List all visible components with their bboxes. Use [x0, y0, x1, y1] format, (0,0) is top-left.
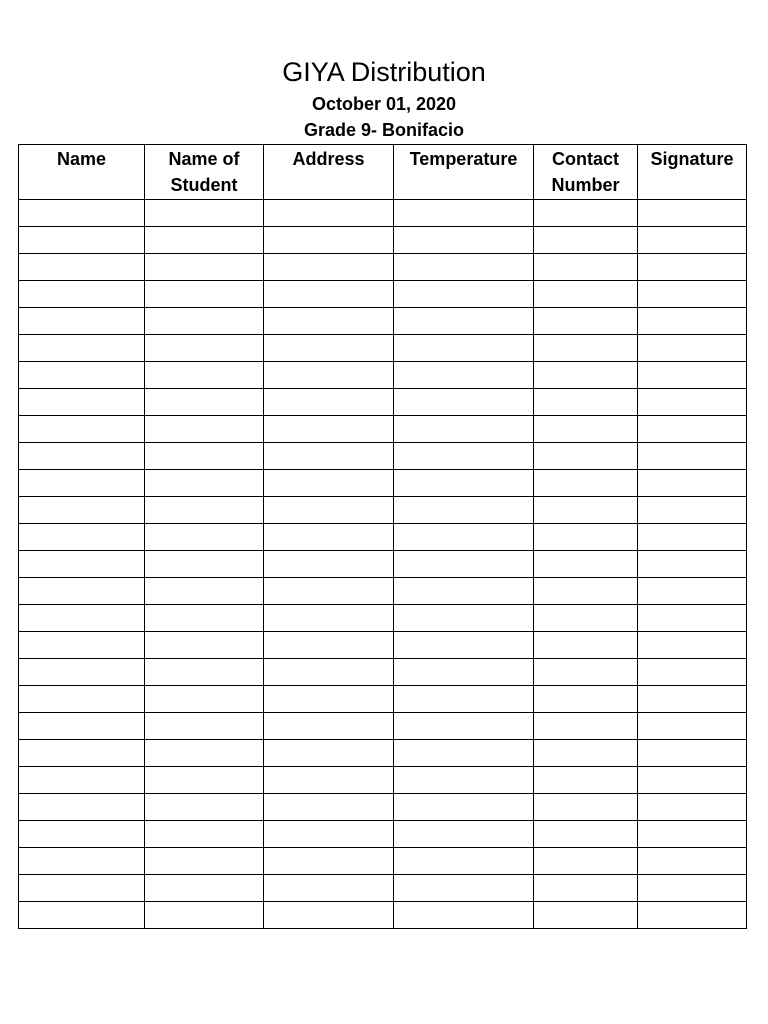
column-header-signature: Signature — [638, 145, 747, 200]
name-of-student-cell[interactable] — [145, 578, 264, 605]
contact-number-cell[interactable] — [534, 308, 638, 335]
temperature-cell[interactable] — [394, 605, 534, 632]
signature-cell[interactable] — [638, 551, 747, 578]
table-row — [19, 200, 747, 227]
address-cell[interactable] — [264, 632, 394, 659]
name-of-student-cell[interactable] — [145, 443, 264, 470]
contact-number-cell[interactable] — [534, 200, 638, 227]
name-cell[interactable] — [19, 605, 145, 632]
name-of-student-cell[interactable] — [145, 821, 264, 848]
name-of-student-cell[interactable] — [145, 794, 264, 821]
temperature-cell[interactable] — [394, 497, 534, 524]
table-row — [19, 902, 747, 929]
name-of-student-cell[interactable] — [145, 389, 264, 416]
temperature-cell[interactable] — [394, 443, 534, 470]
temperature-cell[interactable] — [394, 875, 534, 902]
name-cell[interactable] — [19, 659, 145, 686]
address-cell[interactable] — [264, 821, 394, 848]
signature-cell[interactable] — [638, 470, 747, 497]
contact-number-cell[interactable] — [534, 686, 638, 713]
name-of-student-cell[interactable] — [145, 254, 264, 281]
signature-cell[interactable] — [638, 281, 747, 308]
signature-cell[interactable] — [638, 632, 747, 659]
temperature-cell[interactable] — [394, 524, 534, 551]
temperature-cell[interactable] — [394, 308, 534, 335]
contact-number-cell[interactable] — [534, 551, 638, 578]
address-cell[interactable] — [264, 200, 394, 227]
table-row — [19, 416, 747, 443]
name-of-student-cell[interactable] — [145, 605, 264, 632]
address-cell[interactable] — [264, 443, 394, 470]
address-cell[interactable] — [264, 713, 394, 740]
name-of-student-cell[interactable] — [145, 470, 264, 497]
contact-number-cell[interactable] — [534, 848, 638, 875]
document-title: GIYA Distribution — [282, 57, 486, 87]
table-row — [19, 254, 747, 281]
contact-number-cell[interactable] — [534, 335, 638, 362]
contact-number-cell[interactable] — [534, 632, 638, 659]
name-of-student-cell[interactable] — [145, 497, 264, 524]
address-cell[interactable] — [264, 281, 394, 308]
name-of-student-cell[interactable] — [145, 848, 264, 875]
name-cell[interactable] — [19, 497, 145, 524]
name-of-student-cell[interactable] — [145, 767, 264, 794]
column-header-name-of-student: Name of Student — [145, 145, 264, 200]
table-row — [19, 551, 747, 578]
address-cell[interactable] — [264, 227, 394, 254]
temperature-cell[interactable] — [394, 362, 534, 389]
address-cell[interactable] — [264, 659, 394, 686]
table-row — [19, 497, 747, 524]
contact-number-cell[interactable] — [534, 362, 638, 389]
table-row — [19, 740, 747, 767]
signature-cell[interactable] — [638, 416, 747, 443]
name-cell[interactable] — [19, 632, 145, 659]
table-row — [19, 443, 747, 470]
temperature-cell[interactable] — [394, 551, 534, 578]
signature-cell[interactable] — [638, 227, 747, 254]
name-of-student-cell[interactable] — [145, 416, 264, 443]
name-cell[interactable] — [19, 254, 145, 281]
name-cell[interactable] — [19, 335, 145, 362]
temperature-cell[interactable] — [394, 578, 534, 605]
name-of-student-cell[interactable] — [145, 713, 264, 740]
name-cell[interactable] — [19, 578, 145, 605]
name-cell[interactable] — [19, 416, 145, 443]
table-row — [19, 659, 747, 686]
name-of-student-cell[interactable] — [145, 524, 264, 551]
name-cell[interactable] — [19, 740, 145, 767]
address-cell[interactable] — [264, 686, 394, 713]
table-row — [19, 686, 747, 713]
address-cell[interactable] — [264, 254, 394, 281]
contact-number-cell[interactable] — [534, 605, 638, 632]
table-row — [19, 389, 747, 416]
name-cell[interactable] — [19, 686, 145, 713]
document-date: October 01, 2020 — [311, 94, 457, 114]
contact-number-cell[interactable] — [534, 713, 638, 740]
contact-number-cell[interactable] — [534, 524, 638, 551]
table-row — [19, 470, 747, 497]
name-cell[interactable] — [19, 389, 145, 416]
temperature-cell[interactable] — [394, 767, 534, 794]
contact-number-cell[interactable] — [534, 281, 638, 308]
contact-number-cell[interactable] — [534, 443, 638, 470]
address-cell[interactable] — [264, 308, 394, 335]
signature-cell[interactable] — [638, 875, 747, 902]
table-row — [19, 308, 747, 335]
contact-number-cell[interactable] — [534, 254, 638, 281]
name-of-student-cell[interactable] — [145, 686, 264, 713]
temperature-cell[interactable] — [394, 686, 534, 713]
temperature-cell[interactable] — [394, 632, 534, 659]
name-of-student-cell[interactable] — [145, 551, 264, 578]
address-cell[interactable] — [264, 740, 394, 767]
name-of-student-cell[interactable] — [145, 902, 264, 929]
table-row — [19, 875, 747, 902]
signature-cell[interactable] — [638, 308, 747, 335]
contact-number-cell[interactable] — [534, 470, 638, 497]
signature-cell[interactable] — [638, 740, 747, 767]
temperature-cell[interactable] — [394, 821, 534, 848]
contact-number-cell[interactable] — [534, 497, 638, 524]
column-header-address: Address — [264, 145, 394, 200]
name-of-student-cell[interactable] — [145, 362, 264, 389]
table-row — [19, 281, 747, 308]
name-cell[interactable] — [19, 848, 145, 875]
temperature-cell[interactable] — [394, 389, 534, 416]
name-of-student-cell[interactable] — [145, 659, 264, 686]
address-cell[interactable] — [264, 362, 394, 389]
temperature-cell[interactable] — [394, 335, 534, 362]
table-row — [19, 848, 747, 875]
signature-cell[interactable] — [638, 848, 747, 875]
name-cell[interactable] — [19, 470, 145, 497]
temperature-cell[interactable] — [394, 254, 534, 281]
name-cell[interactable] — [19, 902, 145, 929]
signature-cell[interactable] — [638, 767, 747, 794]
name-cell[interactable] — [19, 794, 145, 821]
temperature-cell[interactable] — [394, 902, 534, 929]
temperature-cell[interactable] — [394, 200, 534, 227]
signature-cell[interactable] — [638, 497, 747, 524]
table-row — [19, 524, 747, 551]
signature-cell[interactable] — [638, 443, 747, 470]
column-header-contact-number: Contact Number — [534, 145, 638, 200]
address-cell[interactable] — [264, 335, 394, 362]
distribution-table — [18, 144, 747, 929]
temperature-cell[interactable] — [394, 659, 534, 686]
address-cell[interactable] — [264, 470, 394, 497]
name-cell[interactable] — [19, 713, 145, 740]
name-of-student-cell[interactable] — [145, 308, 264, 335]
signature-cell[interactable] — [638, 605, 747, 632]
signature-cell[interactable] — [638, 713, 747, 740]
document-section: Grade 9- Bonifacio — [303, 120, 465, 140]
temperature-cell[interactable] — [394, 416, 534, 443]
signature-cell[interactable] — [638, 686, 747, 713]
name-of-student-cell[interactable] — [145, 200, 264, 227]
column-header-temperature: Temperature — [394, 145, 534, 200]
address-cell[interactable] — [264, 902, 394, 929]
temperature-cell[interactable] — [394, 848, 534, 875]
name-of-student-cell[interactable] — [145, 227, 264, 254]
address-cell[interactable] — [264, 848, 394, 875]
name-of-student-cell[interactable] — [145, 632, 264, 659]
contact-number-cell[interactable] — [534, 767, 638, 794]
signature-cell[interactable] — [638, 578, 747, 605]
table-body — [19, 200, 747, 929]
signature-cell[interactable] — [638, 362, 747, 389]
contact-number-cell[interactable] — [534, 389, 638, 416]
table-row — [19, 362, 747, 389]
name-cell[interactable] — [19, 443, 145, 470]
table-header-row — [19, 145, 747, 200]
address-cell[interactable] — [264, 416, 394, 443]
contact-number-cell[interactable] — [534, 740, 638, 767]
signature-cell[interactable] — [638, 524, 747, 551]
temperature-cell[interactable] — [394, 227, 534, 254]
name-of-student-cell[interactable] — [145, 335, 264, 362]
name-cell[interactable] — [19, 308, 145, 335]
name-cell[interactable] — [19, 551, 145, 578]
table-row — [19, 605, 747, 632]
signature-cell[interactable] — [638, 254, 747, 281]
name-cell[interactable] — [19, 821, 145, 848]
address-cell[interactable] — [264, 524, 394, 551]
contact-number-cell[interactable] — [534, 794, 638, 821]
temperature-cell[interactable] — [394, 281, 534, 308]
signature-cell[interactable] — [638, 902, 747, 929]
temperature-cell[interactable] — [394, 794, 534, 821]
name-cell[interactable] — [19, 875, 145, 902]
name-of-student-cell[interactable] — [145, 281, 264, 308]
column-header-name: Name — [19, 145, 145, 200]
name-cell[interactable] — [19, 362, 145, 389]
address-cell[interactable] — [264, 497, 394, 524]
temperature-cell[interactable] — [394, 713, 534, 740]
contact-number-cell[interactable] — [534, 875, 638, 902]
address-cell[interactable] — [264, 389, 394, 416]
contact-number-cell[interactable] — [534, 578, 638, 605]
signature-cell[interactable] — [638, 659, 747, 686]
name-cell[interactable] — [19, 767, 145, 794]
table-row — [19, 335, 747, 362]
table-row — [19, 767, 747, 794]
table-row — [19, 227, 747, 254]
name-cell[interactable] — [19, 200, 145, 227]
table-row — [19, 821, 747, 848]
name-cell[interactable] — [19, 227, 145, 254]
temperature-cell[interactable] — [394, 740, 534, 767]
name-cell[interactable] — [19, 524, 145, 551]
address-cell[interactable] — [264, 605, 394, 632]
address-cell[interactable] — [264, 767, 394, 794]
name-of-student-cell[interactable] — [145, 875, 264, 902]
name-of-student-cell[interactable] — [145, 740, 264, 767]
table-row — [19, 713, 747, 740]
table-row — [19, 632, 747, 659]
contact-number-cell[interactable] — [534, 227, 638, 254]
address-cell[interactable] — [264, 578, 394, 605]
signature-cell[interactable] — [638, 389, 747, 416]
contact-number-cell[interactable] — [534, 821, 638, 848]
signature-cell[interactable] — [638, 335, 747, 362]
temperature-cell[interactable] — [394, 470, 534, 497]
signature-cell[interactable] — [638, 794, 747, 821]
address-cell[interactable] — [264, 551, 394, 578]
name-cell[interactable] — [19, 281, 145, 308]
address-cell[interactable] — [264, 794, 394, 821]
signature-cell[interactable] — [638, 200, 747, 227]
contact-number-cell[interactable] — [534, 659, 638, 686]
address-cell[interactable] — [264, 875, 394, 902]
contact-number-cell[interactable] — [534, 416, 638, 443]
table-row — [19, 794, 747, 821]
signature-cell[interactable] — [638, 821, 747, 848]
contact-number-cell[interactable] — [534, 902, 638, 929]
table-row — [19, 578, 747, 605]
